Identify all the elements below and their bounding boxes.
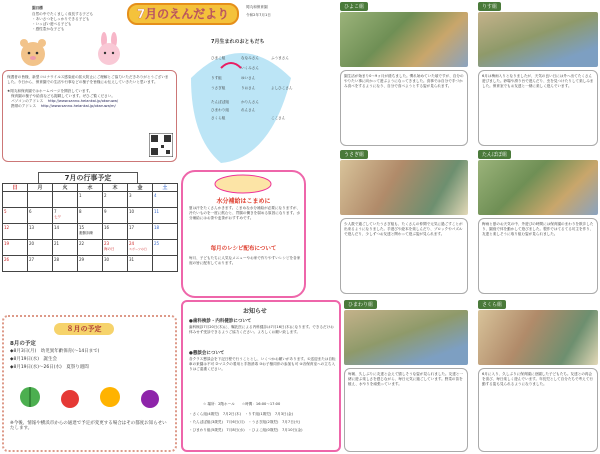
birthday-section (181, 28, 306, 168)
calendar-day: 11 (153, 208, 178, 224)
calendar-day: 4 (153, 192, 178, 208)
title-banner (127, 3, 239, 25)
calendar-title: 7月の行事予定 (38, 172, 138, 184)
sports-day-note: スポーツの日 (129, 247, 147, 251)
pc-address-link[interactable]: http://www.sanno-heiankai.jp/okaruwa/ (47, 99, 119, 103)
checkup-title: ●歯科検診・内科健診について (189, 319, 252, 324)
birthday-name: ふうまさん (271, 56, 289, 60)
health-box (181, 170, 306, 298)
calendar-day-number: 15 (79, 225, 85, 230)
bunny-illustration (94, 32, 124, 66)
qr-code-icon (149, 133, 173, 157)
calendar-day-number: 23 (104, 241, 110, 246)
calendar-header-row (3, 184, 178, 192)
calendar-day: 3 (128, 192, 153, 208)
calendar-day: 20 (28, 240, 53, 256)
meeting-schedule-row: ・さくら組(4歳児) 7月2日(木) ・りす組(1歳児) 7月3日(金) (189, 412, 293, 416)
tanabata-note: 七夕 (54, 215, 61, 219)
calendar-day: 21 (53, 240, 78, 256)
august-subtitle: 8月の予定 (10, 341, 36, 347)
tanpopo-photo (478, 160, 598, 215)
class-label-himawari: ひまわり組 (344, 300, 377, 309)
mobile-address-row (7, 104, 172, 109)
calendar-day-number: 24 (129, 241, 135, 246)
birthday-name: りおさん (241, 86, 256, 90)
birthday-name: かりんさん (241, 100, 259, 104)
meeting-schedule-row: ・ひまわり組(5歳児) 7月8日(水) ・ひよこ組(0歳児) 7月10日(金) (189, 428, 303, 432)
himawari-photo (344, 310, 468, 365)
evacuation-note: 避難訓練 (79, 231, 93, 235)
calendar-day (103, 240, 128, 256)
weekday-fri: 金 (128, 184, 153, 192)
recipe-text: 毎月、子どもたちに人気なメニューやお家で作りやすいレシピを各家庭の皆に配布しております。 (189, 256, 301, 265)
calendar-day: 19 (3, 240, 28, 256)
birthday-name: ここさん (271, 116, 286, 120)
august-footnote: ※今後、情報や横浜市からの通達で予定が変更する場合はその都度お知らせいたします。 (10, 421, 167, 431)
calendar-day: 16 (103, 224, 128, 240)
calendar-day (78, 224, 103, 240)
hiyoko-text: 園生活が始まり0～9ヵ月が経ちました。慣れ始めていた頃ですが、自分のやりたい事に向かって遊ぶようになってきました。食事では自分で手づかみ食べをするようになり、自分で食べようとする姿が見られます。 (340, 70, 468, 146)
usagi-photo (340, 160, 468, 215)
motto-line-1: 自然の中でたくましく成長する子ども (32, 12, 94, 16)
calendar-day: 31 (128, 256, 153, 272)
calendar-week (3, 240, 178, 256)
calendar-day: 6 (28, 208, 53, 224)
birthday-name: たんぽぽ組 (211, 100, 229, 104)
birthday-name: ひまわり組 (211, 108, 229, 112)
calendar-day-number: 7 (54, 209, 57, 214)
calendar-day: 9 (103, 208, 128, 224)
class-label-tanpopo: たんぽぽ組 (478, 150, 511, 159)
risu-text: 6月は梅雨入りとなりましたが、天気の良い日には外へ出てたくさん遊びました。砂場や滑り台で遊んだり、虫を見つけたりして楽しみました。保育室でもお友達と一緒に楽しく遊んでいます。 (478, 70, 598, 146)
calendar-day (153, 256, 178, 272)
calendar-day: 29 (78, 256, 103, 272)
calendar-week (3, 192, 178, 208)
birthday-name: うさぎ組 (211, 86, 226, 90)
calendar-day: 27 (28, 256, 53, 272)
intro-text: 保護者の皆様、新型コロナウイルス感染症の拡大防止にご理解とご協力いただきありがとうございました。今日から、保育園での生活や行事などの様子を皆様にお伝えしていきたいと思います。 (7, 75, 169, 84)
meeting-text: 各クラス懇談会を下記日程で行うこととし、いくつかお願いがあります。①送迎または自転車の来園は不可 ②マスクの着用と手指消毒 ③お子様同伴の参加も可 ④各保育室への立ち入りはご遠慮ください。 (189, 357, 336, 371)
class-label-hiyoko: ひよこ組 (340, 2, 368, 11)
calendar-day: 18 (153, 224, 178, 240)
august-box (2, 315, 177, 452)
august-title: ８月の予定 (54, 323, 114, 335)
weekday-mon: 月 (28, 184, 53, 192)
meeting-place-time: ☆ 場所：2階ホール ☆時間：16:00～17:00 (203, 402, 281, 406)
notice-title: お知らせ (243, 308, 267, 315)
meeting-title: ●懇談会について (189, 351, 225, 356)
calendar-day (128, 240, 153, 256)
august-item: ◆8月19日(水) 誕生会 (10, 357, 58, 362)
motto-line-4: ・感性豊かな子ども (32, 27, 65, 31)
class-label-sakura: さくら組 (478, 300, 506, 309)
holiday-note: 海の日 (104, 247, 115, 251)
usagi-text: 少人数で過ごしていたうさぎ組も、たくさんの仲間で元気に過ごすことが出来るようになりました。手遊びや絵本を楽しんだり、ブロックやパズルで遊んだり、少しずつお友達と関わって遊ぶ姿が見られます。 (340, 218, 468, 294)
fruit-illustration (10, 377, 170, 417)
class-label-usagi: うさぎ組 (340, 150, 368, 159)
motto-title: 園目標 (32, 6, 43, 10)
birthday-name: さくら組 (211, 116, 226, 120)
calendar-day (53, 192, 78, 208)
weekday-sun: 日 (3, 184, 28, 192)
sakura-text: 6月に入り、久しぶりに保育園に登園した子どもたち。友達との再会を喜び、毎日楽しく遊んでいます。年長児として自分たちで考えて行動する姿も見られるようになりました。 (478, 368, 598, 452)
calendar-day: 5 (3, 208, 28, 224)
issue-date: 令和2年7月1日 (246, 13, 271, 17)
health-title: 水分補給はこまめに (216, 198, 271, 205)
sakura-photo (478, 310, 598, 365)
birthday-name: ひまこ組 (211, 56, 226, 60)
birthday-name: りす組 (211, 76, 222, 80)
calendar-day: 28 (53, 256, 78, 272)
birthday-name: ゆいさん (241, 76, 256, 80)
calendar-day: 22 (78, 240, 103, 256)
weekday-wed: 水 (78, 184, 103, 192)
hiyoko-photo (340, 12, 468, 67)
health-illustration (213, 174, 273, 194)
page-title: 7月のえんだより (136, 7, 230, 21)
class-label-risu: りす組 (478, 2, 501, 11)
calendar-day: 17 (128, 224, 153, 240)
august-item: ◆8月3日(月) 幼児異年齢保育(～14日まで) (10, 349, 100, 354)
mobile-address-link[interactable]: http://www.sanno-heiankai.jp/okaruwa/m/ (40, 104, 116, 108)
calendar-day (3, 192, 28, 208)
pc-address-label: パソコンのアドレス (11, 99, 44, 103)
bear-illustration (16, 34, 50, 68)
calendar-table (2, 183, 178, 272)
calendar-day: 8 (78, 208, 103, 224)
health-text: 夏は汗をたくさんかきます。こまめな水分補給が必要になりますが、冷たいものを一度に飲むと、胃腸の働きを弱める原因になります。水分補給にはお茶や麦茶がおすすめです。 (189, 206, 301, 220)
checkup-text: 歯科検診7月20日(木)に、嘱託医による内科健診は7月16日(木)になります。できるだけお休みせず受診できるようご協力ください。よろしくお願い致します。 (189, 325, 334, 334)
calendar-day: 1 (78, 192, 103, 208)
birthday-name: れんさん (241, 108, 256, 112)
meeting-schedule-row: ・たんぽぽ組(3歳児) 7月6日(月) ・うさぎ組(2歳児) 7月7日(火) (189, 420, 301, 424)
intro-box (2, 70, 177, 162)
calendar-day: 12 (3, 224, 28, 240)
mobile-address-label: 携帯のアドレス (11, 104, 37, 108)
calendar-day: 14 (53, 224, 78, 240)
motto-line-2: ・あいさつをしっかりできる子ども (32, 17, 90, 21)
homepage-notice-detail: 保育園の様子や給食なども掲載しています。ぜひご覧ください。 (11, 94, 115, 98)
birthday-name: ななみさん (241, 56, 259, 60)
notice-box (181, 300, 341, 452)
header-motto (2, 2, 122, 66)
motto-line-3: ・いっぱい遊べる子ども (32, 22, 72, 26)
risu-photo (478, 12, 598, 67)
himawari-text: 毎朝、久しぶりに友達と会えて嬉しそうな姿が見られました。友達と一緒に遊ぶ楽しさを感じながら、毎日元気に過ごしています。野菜の苗を植え、水やりを頑張っています。 (344, 368, 468, 452)
recipe-title: 毎月のレシピ配布について (210, 246, 277, 252)
calendar-day (53, 208, 78, 224)
birthday-title: 7月生まれのおともだち (211, 39, 265, 45)
calendar-day: 10 (128, 208, 153, 224)
calendar-day: 25 (153, 240, 178, 256)
calendar-week (3, 224, 178, 240)
calendar-day: 26 (3, 256, 28, 272)
calendar-day: 30 (103, 256, 128, 272)
tanpopo-text: 梅雨と夏のお天気の中、外遊びの時間には保育園のまわりを散歩したり、園庭で体を動かして遊びました。製作ではてるてる坊主を作り、友達と楽しそうに取り組む姿が見られました。 (478, 218, 598, 294)
homepage-notice: ★岡丸和保育園ではホームページを開設しています。 (7, 89, 93, 93)
august-item: ◆8月19日(水)～26日(水) 夏祭り週間 (10, 365, 89, 370)
calendar-day: 2 (103, 192, 128, 208)
weekday-sat: 土 (153, 184, 178, 192)
calendar-week (3, 208, 178, 224)
calendar-day: 13 (28, 224, 53, 240)
school-name: 岡丸和保育園 (246, 5, 268, 9)
birthday-name: いくみさん (241, 66, 259, 70)
calendar-day (28, 192, 53, 208)
weekday-tue: 火 (53, 184, 78, 192)
weekday-thu: 木 (103, 184, 128, 192)
calendar-week (3, 256, 178, 272)
birthday-name: よしひこさん (271, 86, 293, 90)
